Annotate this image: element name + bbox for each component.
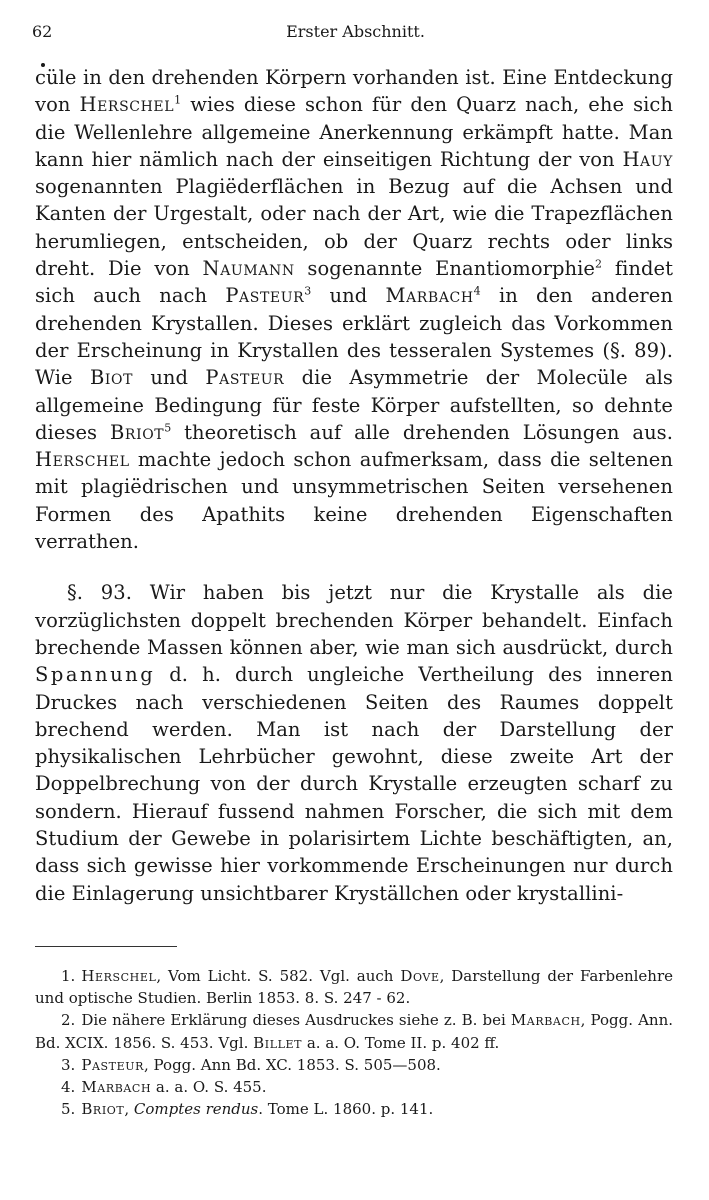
paragraph-2: §. 93. Wir haben bis jetzt nur die Krystalle als die vorzüglichsten doppelt brechenden Körper behandelt. Einfach brechende Massen können aber, wie man sich ausdrückt, durch Spannung d. h. durch ungleiche Vertheilung des inneren Druckes nach verschiedenen Seiten des Raumes doppelt brechend werden. Man ist nach der Darstellung der physikalischen Lehrbücher gewohnt, diese zweite Art der Doppelbrechung von der durch Krystalle erzeugten scharf zu sondern. Hierauf fussend nahmen Forscher, die sich mit dem Studium der Gewebe in polarisirtem Lichte beschäftigten, an, dass sich gewisse hier vorkommende Erscheinungen nur durch die Einlagerung unsichtbarer Kryställchen oder krystallini- xyxy=(35,581,673,905)
page-number: 62 xyxy=(32,22,53,41)
author-name: Marbach xyxy=(81,1078,152,1097)
footnote-divider xyxy=(35,946,177,947)
footnote-3: 3. Pasteur, Pogg. Ann Bd. XC. 1853. S. 505—508. xyxy=(61,1055,441,1074)
footnote-ref: 1 xyxy=(174,93,182,107)
author-name: Herschel xyxy=(81,967,157,985)
author-name: Naumann xyxy=(202,257,295,281)
footnote-ref: 3 xyxy=(304,284,312,298)
author-name: Marbach xyxy=(510,1011,581,1030)
author-name: Briot xyxy=(81,1100,125,1119)
body-text xyxy=(35,64,673,907)
footnote-ref: 5 xyxy=(164,421,172,435)
author-name: Briot xyxy=(110,420,165,444)
author-name: Billet xyxy=(253,1033,303,1052)
footnote-4: 4. Marbach a. a. O. S. 455. xyxy=(61,1078,267,1097)
paragraph-1: cüle in den drehenden Körpern vorhanden ist. Eine Entdeckung von Herschel$^1$ wies diese schon für den Quarz nach, ehe sich die Wellenlehre allgemeine Anerkennung erkämpft hatte. Man kann hier nämlich nach der einseitigen Richtung der von Hauy sogenannten Plagiëderflächen in Bezug auf die Achsen und Kanten der Urgestalt, oder nach der Art, wie die Trapezflächen herumliegen, entscheiden, ob der Quarz rechts oder links dreht. Die von Naumann sogenannte Enantiomorphie$^2$ findet sich auch nach Pasteur$^3$ und Marbach$^4$ in den anderen drehenden Krystallen. Dieses erklärt zugleich das Vorkommen der Erscheinung in Krystallen des tesseralen Systemes (§. 89). Wie Biot und Pasteur die Asymmetrie der Molecüle als allgemeine Bedingung für feste Körper aufstellten, so dehnte dieses Briot$^5$ theoretisch auf alle drehenden Lösungen aus. Herschel machte jedoch schon aufmerksam, dass die seltenen mit plagiëdrischen und unsymmetrischen Seiten versehenen Formen des Apathits keine drehenden Eigenschaften verrathen. xyxy=(35,66,673,554)
footnote-1: 1. Herschel, Vom Licht. S. 582. Vgl. auch Dove, Darstellung der Farbenlehre und optische Studien. Berlin 1853. 8. S. 247 - 62. xyxy=(35,967,673,1008)
author-name: Dove xyxy=(400,967,440,985)
emphasized-term: Spannung xyxy=(35,663,156,687)
author-name: Pasteur xyxy=(205,366,285,390)
author-name: Herschel xyxy=(35,448,130,472)
author-name: Pasteur xyxy=(225,284,305,308)
page-header xyxy=(32,22,679,50)
footnotes xyxy=(35,965,673,1120)
footnote-ref: 4 xyxy=(473,284,481,298)
author-name: Pasteur xyxy=(81,1055,145,1074)
journal-title: Comptes rendus xyxy=(133,1100,259,1119)
author-name: Hauy xyxy=(622,147,673,171)
footnote-5: 5. Briot, Comptes rendus. Tome L. 1860. p. 141. xyxy=(61,1100,434,1119)
author-name: Marbach xyxy=(385,284,474,308)
footnote-2: 2. Die nähere Erklärung dieses Ausdruckes siehe z. B. bei Marbach, Pogg. Ann. Bd. XCIX. 1856. S. 453. Vgl. Billet a. a. O. Tome II. p. 402 ff. xyxy=(35,1011,674,1052)
footnote-ref: 2 xyxy=(595,257,603,271)
author-name: Biot xyxy=(89,366,134,390)
author-name: Herschel xyxy=(79,93,175,117)
running-head: Erster Abschnitt. xyxy=(286,22,425,41)
